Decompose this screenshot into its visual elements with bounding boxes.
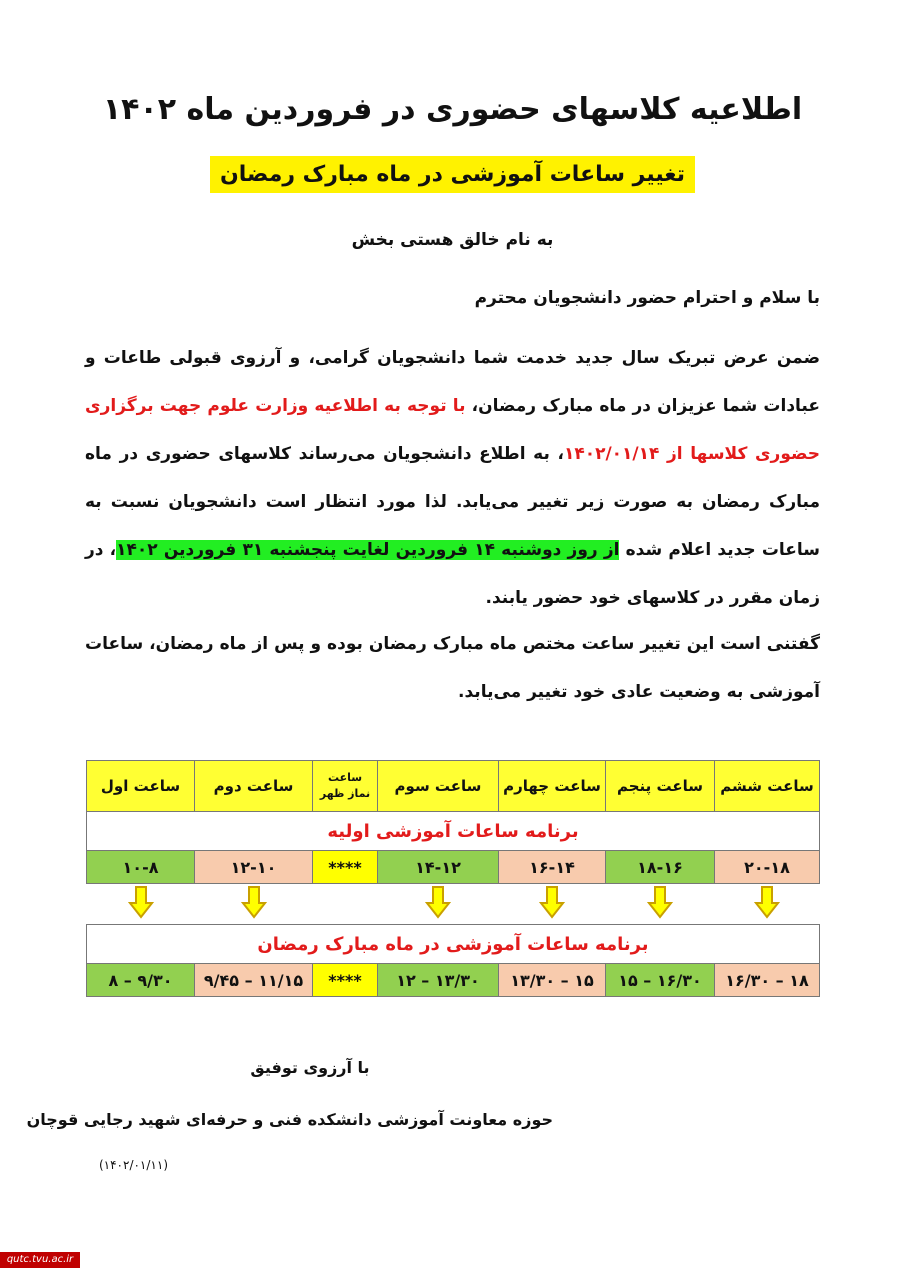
arrow-down-icon: [647, 885, 673, 919]
arrow-down-icon: [241, 885, 267, 919]
noon-top-label: ساعت: [327, 771, 363, 784]
header-cell: ساعت سوم: [378, 761, 499, 812]
arrow-down-icon: [754, 885, 780, 919]
header-cell: ساعت دوم: [195, 761, 313, 812]
time-cell: ۱۰-۸: [87, 851, 195, 884]
header-cell-noon: [313, 761, 378, 812]
table-row-ramadan: [87, 964, 820, 997]
arrow-cell: [87, 884, 195, 925]
time-cell-noon: ****: [313, 964, 378, 997]
table-header-row: [87, 761, 820, 812]
table-arrow-row: [87, 884, 820, 925]
header-cell: ساعت ششم: [715, 761, 820, 812]
time-cell: ۱۵ – ۱۳/۳۰: [499, 964, 606, 997]
arrow-cell: [499, 884, 606, 925]
time-cell: ۹/۳۰ – ۸: [87, 964, 195, 997]
arrow-cell: [715, 884, 820, 925]
banner-ramadan: برنامه ساعات آموزشی در ماه مبارک رمضان: [87, 925, 820, 964]
paragraph-1-part1: ضمن عرض تبریک سال جدید خدمت شما دانشجویان گرامی، و آرزوی قبولی طاعات و عبادات شما عزیزان در ماه مبارک رمضان،: [85, 348, 820, 416]
time-cell: ۱۱/۱۵ – ۹/۴۵: [195, 964, 313, 997]
time-cell: ۱۶-۱۴: [499, 851, 606, 884]
paragraph-2: گفتنی است این تغییر ساعت مختص ماه مبارک رمضان بوده و پس از ماه رمضان، ساعات آموزشی به وضعیت عادی خود تغییر می‌یابد.: [85, 634, 820, 702]
table-banner-row: [87, 925, 820, 964]
paragraph-1-green-highlight: از روز دوشنبه ۱۴ فروردین لغایت پنجشنبه ۳۱ فروردین ۱۴۰۲: [116, 540, 620, 560]
time-cell: ۱۲-۱۰: [195, 851, 313, 884]
greeting: به نام خالق هستی بخش: [351, 230, 554, 250]
table-row-initial: [87, 851, 820, 884]
arrow-cell: [606, 884, 715, 925]
subtitle-wrap: [0, 156, 905, 193]
paragraph-1-part3: ، در زمان مقرر در کلاسهای خود حضور یابند.: [85, 540, 820, 608]
closing-text: با آرزوی توفیق: [250, 1058, 370, 1077]
time-cell: ۱۶/۳۰ – ۱۵: [606, 964, 715, 997]
arrow-down-icon: [425, 885, 451, 919]
header-cell: ساعت اول: [87, 761, 195, 812]
time-cell: ۱۴-۱۲: [378, 851, 499, 884]
document-date: (۱۴۰۲/۰۱/۱۱): [98, 1158, 168, 1172]
schedule-table: [86, 760, 820, 997]
paragraph-1-part2: ، به اطلاع دانشجویان می‌رساند کلاسهای حضوری در ماه مبارک رمضان به صورت زیر تغییر می‌یابد. لذا مورد انتظار است دانشجویان نسبت به ساعات جدید اعلام شده: [85, 444, 820, 560]
noon-bottom-label: نماز ظهر: [319, 787, 371, 800]
time-cell: ۱۳/۳۰ – ۱۲: [378, 964, 499, 997]
arrow-down-icon: [128, 885, 154, 919]
subtitle-highlight: تغییر ساعات آموزشی در ماه مبارک رمضان: [210, 156, 695, 193]
banner-initial: برنامه ساعات آموزشی اولیه: [87, 812, 820, 851]
time-cell: ۲۰-۱۸: [715, 851, 820, 884]
table-banner-row: [87, 812, 820, 851]
site-logo: qutc.tvu.ac.ir: [0, 1252, 80, 1268]
organization-signature: حوزه معاونت آموزشی دانشکده فنی و حرفه‌ای شهید رجایی قوچان: [26, 1110, 553, 1129]
arrow-cell-empty: [313, 884, 378, 925]
header-cell: ساعت پنجم: [606, 761, 715, 812]
arrow-cell: [378, 884, 499, 925]
arrow-down-icon: [539, 885, 565, 919]
page-title: اطلاعیه کلاسهای حضوری در فروردین ماه ۱۴۰۲: [102, 92, 803, 127]
time-cell-noon: ****: [313, 851, 378, 884]
arrow-cell: [195, 884, 313, 925]
salutation: با سلام و احترام حضور دانشجویان محترم: [474, 288, 820, 308]
time-cell: ۱۸-۱۶: [606, 851, 715, 884]
paragraph-1: [85, 334, 820, 622]
paragraph-1-red-text: با توجه به اطلاعیه وزارت علوم جهت برگزاری حضوری کلاسها از ۱۴۰۲/۰۱/۱۴: [85, 396, 821, 464]
header-cell: ساعت چهارم: [499, 761, 606, 812]
time-cell: ۱۸ – ۱۶/۳۰: [715, 964, 820, 997]
